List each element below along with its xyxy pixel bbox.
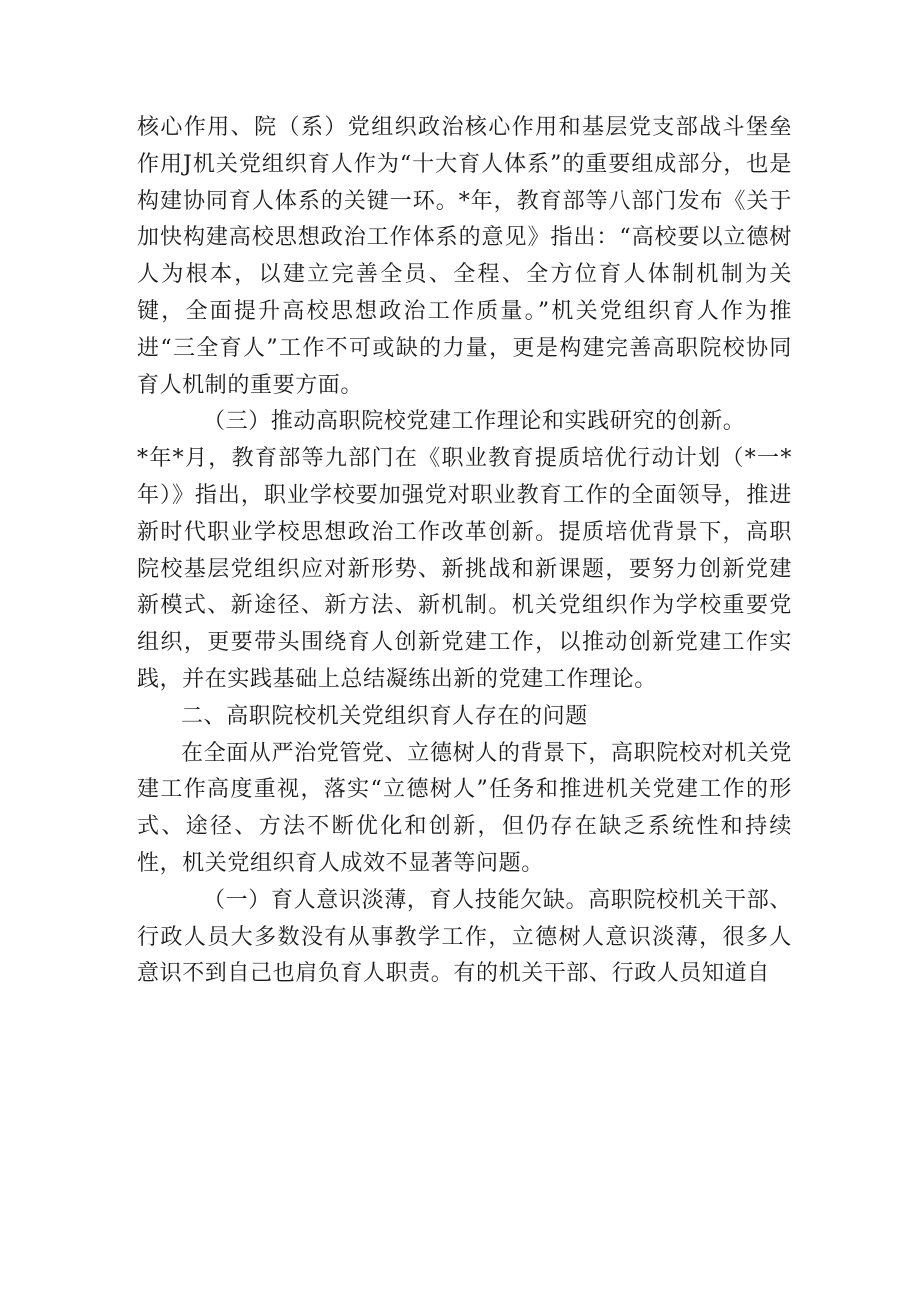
paragraph-vocational-plan: *年*月，教育部等九部门在《职业教育提质培优行动计划（*一*年）》指出，职业学校要加强党对职业教育工作的全面领导，推进新时代职业学校思想政治工作改革创新。提质培优背景下，高职院校基层党组织应对新形势、新挑战和新课题，要努力创新党建新模式、新途径、新方法、新机制。机关党组织作为学校重要党组织，更要带头围绕育人创新党建工作，以推动创新党建工作实践，并在实践基础上总结凝练出新的党建工作理论。 <box>137 446 792 692</box>
document-body <box>137 110 792 993</box>
paragraph-awareness: （一）育人意识淡薄，育人技能欠缺。高职院校机关干部、行政人员大多数没有从事教学工作，立德树人意识淡薄，很多人意识不到自己也肩负育人职责。有的机关干部、行政人员知道自 <box>137 887 792 987</box>
paragraph-problems-intro: 在全面从严治党管党、立德树人的背景下，高职院校对机关党建工作高度重视，落实“立德树人”任务和推进机关党建工作的形式、途径、方法不断优化和创新，但仍存在缺乏系统性和持续性，机关党组织育人成效不显著等问题。 <box>137 740 792 876</box>
paragraph-collaborative-education: 核心作用、院（系）党组织政治核心作用和基层党支部战斗堡垒作用J机关党组织育人作为“十大育人体系”的重要组成部分，也是构建协同育人体系的关键一环。*年，教育部等八部门发布《关于加快构建高校思想政治工作体系的意见》指出：“高校要以立德树人为根本，以建立完善全员、全程、全方位育人体制机制为关键，全面提升高校思想政治工作质量。”机关党组织育人作为推进“三全育人”工作不可或缺的力量，更是构建完善高职院校协同育人机制的重要方面。 <box>137 115 792 398</box>
subheading-innovation: （三）推动高职院校党建工作理论和实践研究的创新。 <box>203 409 746 435</box>
section-heading-problems: 二、高职院校机关党组织育人存在的问题 <box>181 703 588 729</box>
